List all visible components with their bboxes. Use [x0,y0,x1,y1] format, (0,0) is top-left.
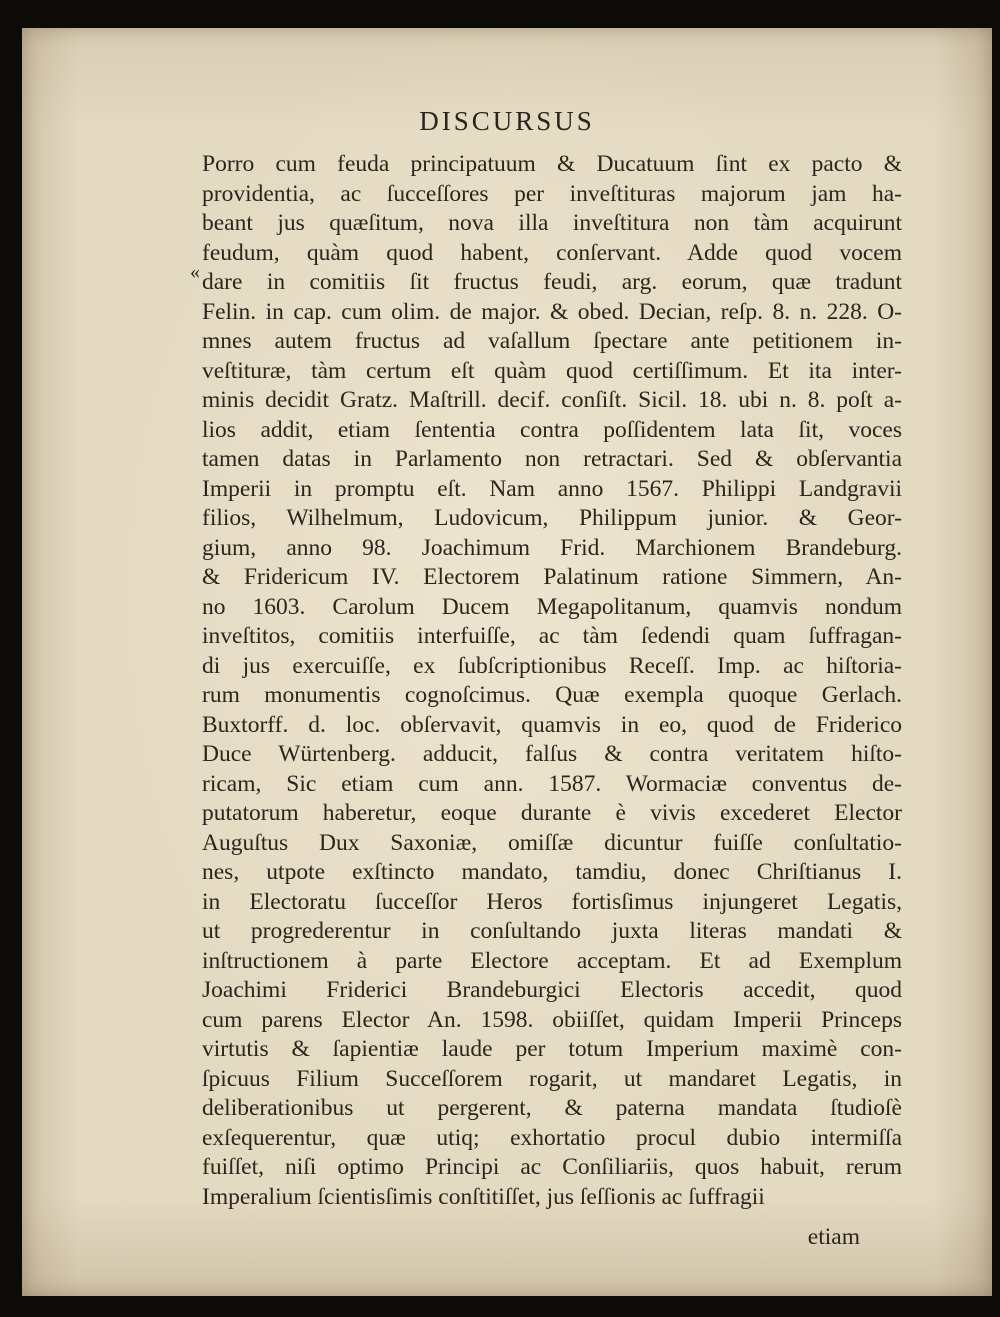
text-line: providentia, ac ſucceſſores per inveſtituras majorum jam ha- [202,180,902,207]
text-line: veſtituræ, tàm certum eſt quàm quod certiſſimum. Et ita inter- [202,357,902,384]
text-line: feudum, quàm quod habent, conſervant. Adde quod vocem [202,239,902,266]
text-line: ricam, Sic etiam cum ann. 1587. Wormaciæ conventus de- [202,770,902,797]
text-line: exſequerentur, quæ utiq; exhortatio procul dubio intermiſſa [202,1124,902,1151]
margin-mark: « [190,261,200,283]
text-line: lios addit, etiam ſententia contra poſſidentem lata ſit, voces [202,416,902,443]
text-line: tamen datas in Parlamento non retractari. Sed & obſervantia [202,446,902,472]
body-text [202,150,902,1212]
text-line: fuiſſet, niſi optimo Principi ac Conſiliariis, quos habuit, rerum [202,1154,902,1180]
text-line: Buxtorff. d. loc. obſervavit, quamvis in eo, quod de Friderico [202,711,902,738]
text-line: di jus exercuiſſe, ex ſubſcriptionibus Receſſ. Imp. ac hiſtoria- [202,652,902,679]
text-line: virtutis & ſapientiæ laude per totum Imperium maximè con- [202,1036,902,1062]
text-line: inveſtitos, comitiis interfuiſſe, ac tàm ſedendi quam ſuffragan- [202,623,902,649]
text-line: mnes autem fructus ad vaſallum ſpectare ante petitionem in- [202,328,902,354]
text-line: ut progrederentur in conſultando juxta literas mandati & [202,918,902,944]
text-line: Imperii in promptu eſt. Nam anno 1567. Philippi Landgravii [202,475,902,502]
text-line: minis decidit Gratz. Maſtrill. decif. conſiſt. Sicil. 18. ubi n. 8. poſt a- [202,387,902,413]
running-head: DISCURSUS [419,106,595,136]
text-line: Imperalium ſcientisſimis conſtitiſſet, jus ſeſſionis ac ſuffragii [202,1183,765,1210]
text-line: gium, anno 98. Joachimum Frid. Marchionem Brandeburg. [202,534,902,561]
text-line: beant jus quæſitum, nova illa inveſtitura non tàm acquirunt [202,210,902,236]
text-line: rum monumentis cognoſcimus. Quæ exempla quoque Gerlach. [202,682,902,708]
text-line: Porro cum feuda principatuum & Ducatuum ſint ex pacto & [202,151,902,177]
text-line: cum parens Elector An. 1598. obiiſſet, quidam Imperii Princeps [202,1006,902,1033]
catchword: etiam [807,1224,860,1250]
text-line: Duce Würtenberg. adducit, falſus & contra veritatem hiſto- [202,741,902,767]
text-line: Felin. in cap. cum olim. de major. & obed. Decian, reſp. 8. n. 228. O- [202,298,902,325]
text-line: Auguſtus Dux Saxoniæ, omiſſæ dicuntur fuiſſe conſultatio- [202,829,902,856]
text-line: dare in comitiis ſit fructus feudi, arg. eorum, quæ tradunt [202,269,902,295]
text-line: in Electoratu ſucceſſor Heros fortisſimus injungeret Legatis, [202,888,902,915]
text-line: no 1603. Carolum Ducem Megapolitanum, quamvis nondum [202,593,902,620]
text-line: inſtructionem à parte Electore acceptam. Et ad Exemplum [202,947,902,974]
text-line: putatorum haberetur, eoque durante è vivis excederet Elector [202,800,902,826]
book-page [22,28,992,1296]
text-line: deliberationibus ut pergerent, & paterna mandata ſtudioſè [202,1095,902,1121]
text-line: nes, utpote exſtincto mandato, tamdiu, donec Chriſtianus I. [202,859,902,885]
text-line: ſpicuus Filium Succeſſorem rogarit, ut mandaret Legatis, in [202,1065,902,1092]
text-line: filios, Wilhelmum, Ludovicum, Philippum junior. & Geor- [202,505,902,531]
text-line: Joachimi Friderici Brandeburgici Electoris accedit, quod [202,977,902,1003]
text-line: & Fridericum IV. Electorem Palatinum ratione Simmern, An- [202,564,902,590]
